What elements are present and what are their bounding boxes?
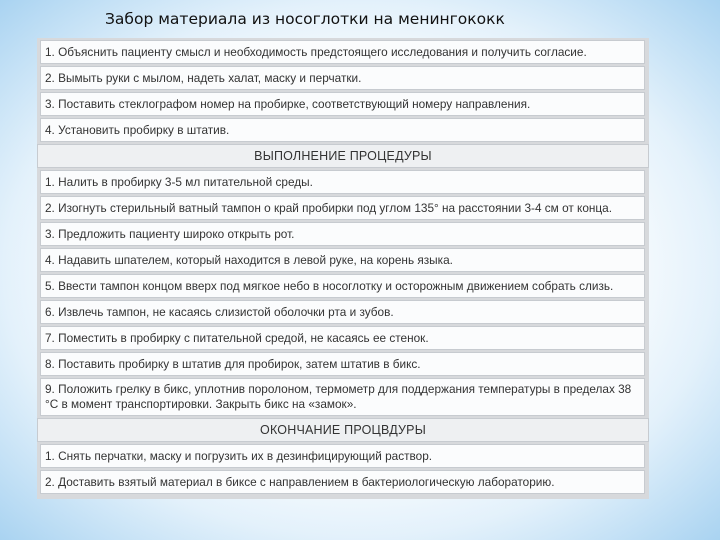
section-heading-procedure: ВЫПОЛНЕНИЕ ПРОЦЕДУРЫ	[37, 144, 649, 168]
procedure-table	[37, 38, 649, 499]
page-title: Забор материала из носоглотки на менингококк	[105, 10, 505, 28]
table-row: 3. Предложить пациенту широко открыть рот.	[40, 222, 645, 246]
table-row: 1. Налить в пробирку 3-5 мл питательной среды.	[40, 170, 645, 194]
table-row: 3. Поставить стеклографом номер на пробирке, соответствующий номеру направления.	[40, 92, 645, 116]
table-row: 8. Поставить пробирку в штатив для пробирок, затем штатив в бикс.	[40, 352, 645, 376]
table-row: 5. Ввести тампон концом вверх под мягкое небо в носоглотку и осторожным движением собрать слизь.	[40, 274, 645, 298]
table-row: 2. Вымыть руки с мылом, надеть халат, маску и перчатки.	[40, 66, 645, 90]
table-row: 6. Извлечь тампон, не касаясь слизистой оболочки рта и зубов.	[40, 300, 645, 324]
section-heading-completion: ОКОНЧАНИЕ ПРОЦВДУРЫ	[37, 418, 649, 442]
table-row: 1. Снять перчатки, маску и погрузить их в дезинфицирующий раствор.	[40, 444, 645, 468]
table-row: 1. Объяснить пациенту смысл и необходимость предстоящего исследования и получить согласие.	[40, 40, 645, 64]
table-row: 7. Поместить в пробирку с питательной средой, не касаясь ее стенок.	[40, 326, 645, 350]
table-row: 4. Надавить шпателем, который находится в левой руке, на корень языка.	[40, 248, 645, 272]
table-row: 4. Установить пробирку в штатив.	[40, 118, 645, 142]
table-row: 9. Положить грелку в бикс, уплотнив поролоном, термометр для поддержания температуры в пределах 38 °С в момент транспортировки. Закрыть бикс на «замок».	[40, 378, 645, 416]
table-row: 2. Изогнуть стерильный ватный тампон о край пробирки под углом 135° на расстоянии 3-4 см от конца.	[40, 196, 645, 220]
table-row: 2. Доставить взятый материал в биксе с направлением в бактериологическую лабораторию.	[40, 470, 645, 494]
